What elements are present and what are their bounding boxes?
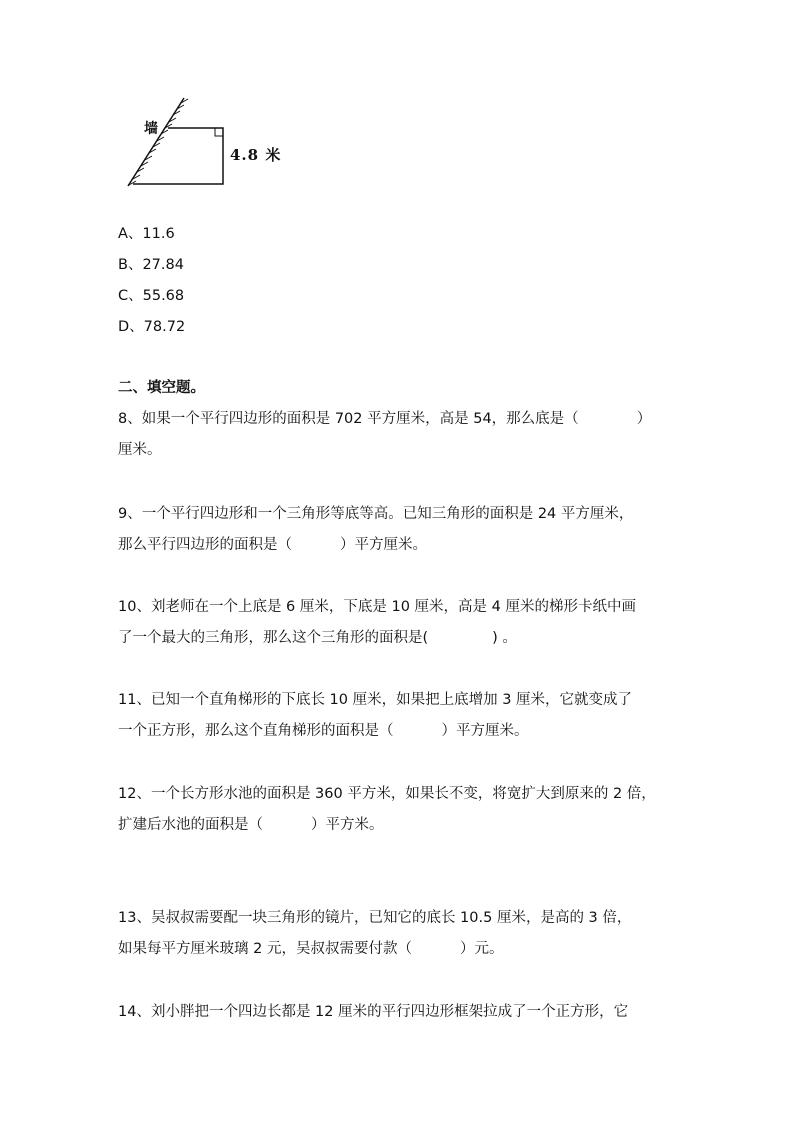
wall-hatching xyxy=(129,99,188,185)
question-9-text: 那么平行四边形的面积是（ xyxy=(118,537,292,553)
question-12-line-1: 12、一个长方形水池的面积是 360 平方米，如果长不变，将宽扩大到原来的 2 倍， xyxy=(118,786,656,802)
side-length-label: 4.8 米 xyxy=(230,146,282,164)
question-14-line-1: 14、刘小胖把一个四边长都是 12 厘米的平行四边形框架拉成了一个正方形，它 xyxy=(118,1004,629,1020)
question-10-line-2 xyxy=(118,628,517,648)
question-8-line-2: 厘米。 xyxy=(118,442,162,458)
question-11-tail: ）平方厘米。 xyxy=(441,723,529,739)
question-12-line-2 xyxy=(118,815,384,835)
trapezoid-figure xyxy=(118,92,288,192)
question-9-line-1: 9、一个平行四边形和一个三角形等底等高。已知三角形的面积是 24 平方厘米， xyxy=(118,506,634,522)
question-8-line-1 xyxy=(118,409,651,429)
wall-line xyxy=(128,98,184,186)
question-13-tail: ）元。 xyxy=(459,941,504,957)
question-10-tail: ) 。 xyxy=(492,630,517,646)
question-11-text: 一个正方形，那么这个直角梯形的面积是（ xyxy=(118,723,394,739)
question-10-text: 了一个最大的三角形，那么这个三角形的面积是( xyxy=(118,630,429,646)
option-a: A、11.6 xyxy=(118,226,175,242)
question-12-tail: ）平方米。 xyxy=(311,817,384,833)
section-heading: 二、填空题。 xyxy=(118,380,205,396)
option-c: C、55.68 xyxy=(118,288,185,304)
question-11-line-2 xyxy=(118,721,529,741)
question-13-text: 如果每平方厘米玻璃 2 元，吴叔叔需要付款（ xyxy=(118,941,412,957)
question-12-text: 扩建后水池的面积是（ xyxy=(118,817,263,833)
wall-label: 墙 xyxy=(144,121,158,137)
question-8-text: 8、如果一个平行四边形的面积是 702 平方厘米，高是 54，那么底是（ xyxy=(118,411,579,427)
wall-trapezoid-diagram xyxy=(118,92,288,192)
question-10-line-1: 10、刘老师在一个上底是 6 厘米，下底是 10 厘米，高是 4 厘米的梯形卡纸中画 xyxy=(118,599,637,615)
right-angle-mark xyxy=(215,128,223,136)
option-d: D、78.72 xyxy=(118,319,186,335)
question-9-line-2 xyxy=(118,535,427,555)
question-9-tail: ）平方厘米。 xyxy=(340,537,427,553)
question-8-close-paren: ） xyxy=(636,411,652,427)
question-11-line-1: 11、已知一个直角梯形的下底长 10 厘米，如果把上底增加 3 厘米，它就变成了 xyxy=(118,692,633,708)
option-b: B、27.84 xyxy=(118,257,184,273)
question-13-line-2 xyxy=(118,939,503,959)
question-13-line-1: 13、吴叔叔需要配一块三角形的镜片，已知它的底长 10.5 厘米，是高的 3 倍， xyxy=(118,910,632,926)
